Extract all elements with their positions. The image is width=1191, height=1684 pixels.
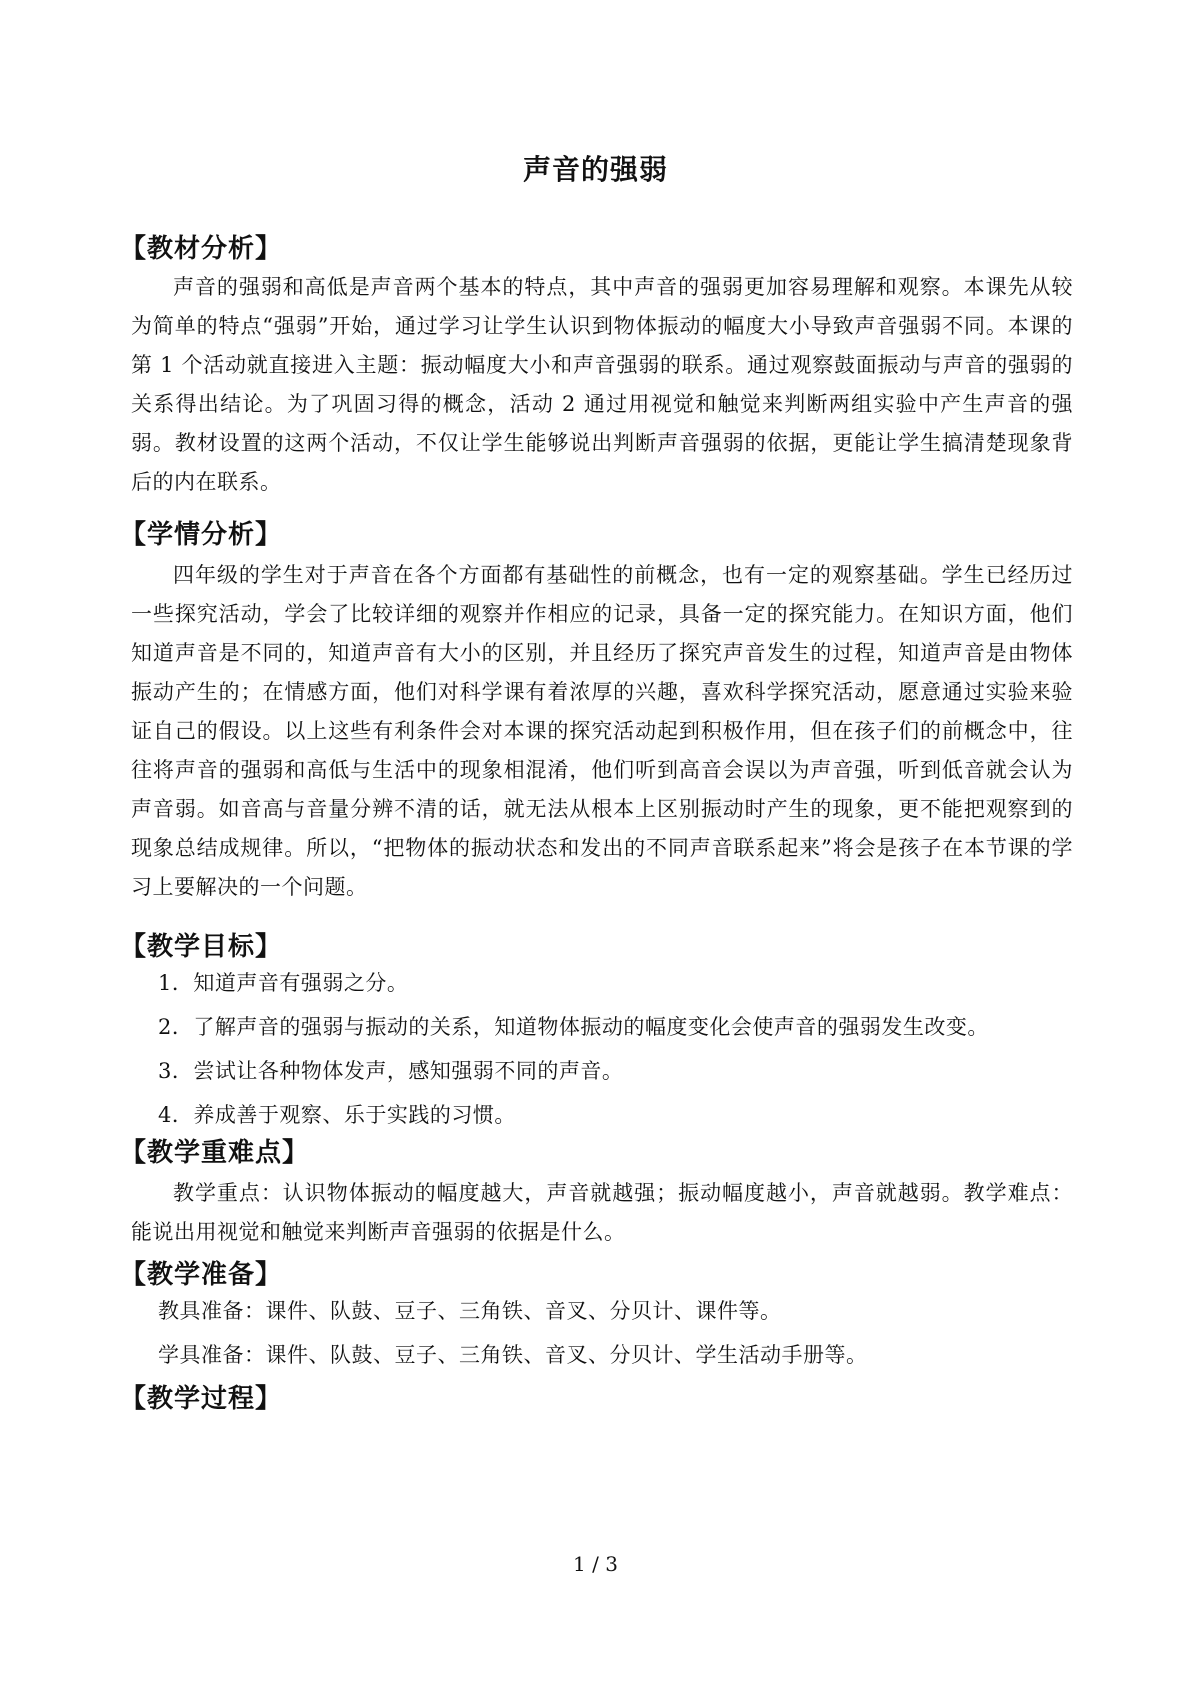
goal-item-2: 2．了解声音的强弱与振动的关系，知道物体振动的幅度变化会使声音的强弱发生改变。 bbox=[158, 1015, 989, 1039]
goal-item-4: 4．养成善于观察、乐于实践的习惯。 bbox=[158, 1103, 516, 1127]
section-heading-students: 【学情分析】 bbox=[120, 520, 283, 550]
section-heading-goals: 【教学目标】 bbox=[120, 932, 283, 962]
section-body-students: 四年级的学生对于声音在各个方面都有基础性的前概念，也有一定的观察基础。学生已经历过一些探究活动，学会了比较详细的观察并作相应的记录，具备一定的探究能力。在知识方面，他们知道声音是不同的，知道声音有大小的区别，并且经历了探究声音发生的过程，知道声音是由物体振动产生的；在情感方面，他们对科学课有着浓厚的兴趣，喜欢科学探究活动，愿意通过实验来验证自己的假设。以上这些有利条件会对本课的探究活动起到积极作用，但在孩子们的前概念中，往往将声音的强弱和高低与生活中的现象相混淆，他们听到高音会误以为声音强，听到低音就会认为声音弱。如音高与音量分辨不清的话，就无法从根本上区别振动时产生的现象，更不能把观察到的现象总结成规律。所以，“把物体的振动状态和发出的不同声音联系起来”将会是孩子在本节课的学习上要解决的一个问题。 bbox=[131, 563, 1073, 899]
section-body-key-points: 教学重点：认识物体振动的幅度越大，声音就越强；振动幅度越小，声音就越弱。教学难点：能说出用视觉和触觉来判断声音强弱的依据是什么。 bbox=[131, 1181, 1073, 1244]
section-heading-preparation: 【教学准备】 bbox=[120, 1260, 283, 1290]
preparation-teacher: 教具准备：课件、队鼓、豆子、三角铁、音叉、分贝计、课件等。 bbox=[158, 1299, 782, 1323]
goal-item-1: 1．知道声音有强弱之分。 bbox=[158, 971, 409, 995]
goal-item-3: 3．尝试让各种物体发声，感知强弱不同的声音。 bbox=[158, 1059, 624, 1083]
preparation-student: 学具准备：课件、队鼓、豆子、三角铁、音叉、分贝计、学生活动手册等。 bbox=[158, 1343, 868, 1367]
section-heading-key-points: 【教学重难点】 bbox=[120, 1138, 310, 1168]
section-heading-process: 【教学过程】 bbox=[120, 1384, 283, 1414]
section-body-material: 声音的强弱和高低是声音两个基本的特点，其中声音的强弱更加容易理解和观察。本课先从较为简单的特点“强弱”开始，通过学习让学生认识到物体振动的幅度大小导致声音强弱不同。本课的第 1 个活动就直接进入主题：振动幅度大小和声音强弱的联系。通过观察鼓面振动与声音的强弱的关系得出结论。为了巩固习得的概念，活动 2 通过用视觉和触觉来判断两组实验中产生声音的强弱。教材设置的这两个活动，不仅让学生能够说出判断声音强弱的依据，更能让学生搞清楚现象背后的内在联系。 bbox=[131, 275, 1073, 494]
section-heading-material: 【教材分析】 bbox=[120, 234, 283, 264]
page-title: 声音的强弱 bbox=[522, 153, 668, 186]
page-number: 1 / 3 bbox=[573, 1552, 618, 1576]
